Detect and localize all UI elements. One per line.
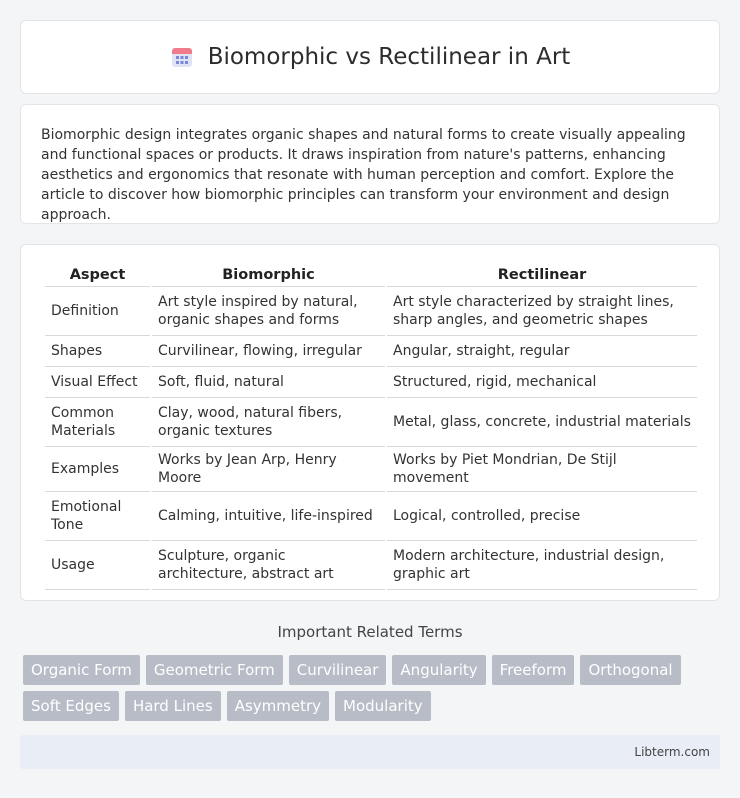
comparison-table-card	[20, 244, 720, 601]
header-rectilinear: Rectilinear	[387, 263, 697, 287]
table-row	[45, 447, 697, 492]
tag-asymmetry[interactable]: Asymmetry	[227, 691, 329, 721]
aspect-cell: Emotional Tone	[45, 492, 150, 541]
intro-card	[20, 104, 720, 224]
biomorphic-cell: Works by Jean Arp, Henry Moore	[152, 447, 385, 492]
aspect-cell: Definition	[45, 287, 150, 336]
footer	[20, 735, 720, 769]
table-row	[45, 287, 697, 336]
tag-soft-edges[interactable]: Soft Edges	[23, 691, 119, 721]
biomorphic-cell: Calming, intuitive, life-inspired	[152, 492, 385, 541]
rectilinear-cell: Structured, rigid, mechanical	[387, 367, 697, 398]
related-terms-title: Important Related Terms	[277, 623, 463, 641]
aspect-cell: Shapes	[45, 336, 150, 367]
biomorphic-cell: Soft, fluid, natural	[152, 367, 385, 398]
rectilinear-cell: Metal, glass, concrete, industrial materials	[387, 398, 697, 447]
tag-angularity[interactable]: Angularity	[392, 655, 485, 685]
tag-curvilinear[interactable]: Curvilinear	[289, 655, 387, 685]
header-biomorphic: Biomorphic	[152, 263, 385, 287]
table-row	[45, 336, 697, 367]
table-row	[45, 541, 697, 590]
intro-text: Biomorphic design integrates organic shapes and natural forms to create visually appealing and functional spaces or products. It draws inspiration from nature's patterns, enhancing aesthetics and ergonomics that resonate with human perception and comfort. Explore the article to discover how biomorphic principles can transform your environment and design approach.	[41, 127, 686, 223]
footer-site-link[interactable]: Libterm.com	[634, 745, 710, 759]
biomorphic-cell: Curvilinear, flowing, irregular	[152, 336, 385, 367]
tag-organic-form[interactable]: Organic Form	[23, 655, 140, 685]
aspect-cell: Visual Effect	[45, 367, 150, 398]
aspect-cell: Common Materials	[45, 398, 150, 447]
tag-freeform[interactable]: Freeform	[492, 655, 575, 685]
biomorphic-cell: Sculpture, organic architecture, abstract art	[152, 541, 385, 590]
comparison-table	[43, 263, 699, 590]
related-terms-tags	[20, 655, 720, 721]
rectilinear-cell: Logical, controlled, precise	[387, 492, 697, 541]
tag-modularity[interactable]: Modularity	[335, 691, 431, 721]
table-row	[45, 367, 697, 398]
tag-orthogonal[interactable]: Orthogonal	[580, 655, 680, 685]
aspect-cell: Examples	[45, 447, 150, 492]
biomorphic-cell: Art style inspired by natural, organic shapes and forms	[152, 287, 385, 336]
calendar-grid-icon	[170, 45, 194, 69]
table-row	[45, 398, 697, 447]
tag-geometric-form[interactable]: Geometric Form	[146, 655, 283, 685]
page-title: Biomorphic vs Rectilinear in Art	[207, 44, 571, 70]
rectilinear-cell: Art style characterized by straight lines, sharp angles, and geometric shapes	[387, 287, 697, 336]
aspect-cell: Usage	[45, 541, 150, 590]
rectilinear-cell: Works by Piet Mondrian, De Stijl movement	[387, 447, 697, 492]
biomorphic-cell: Clay, wood, natural fibers, organic textures	[152, 398, 385, 447]
rectilinear-cell: Modern architecture, industrial design, graphic art	[387, 541, 697, 590]
table-header-row	[45, 263, 697, 287]
header-aspect: Aspect	[45, 263, 150, 287]
tag-hard-lines[interactable]: Hard Lines	[125, 691, 221, 721]
header-card	[20, 20, 720, 94]
rectilinear-cell: Angular, straight, regular	[387, 336, 697, 367]
table-row	[45, 492, 697, 541]
